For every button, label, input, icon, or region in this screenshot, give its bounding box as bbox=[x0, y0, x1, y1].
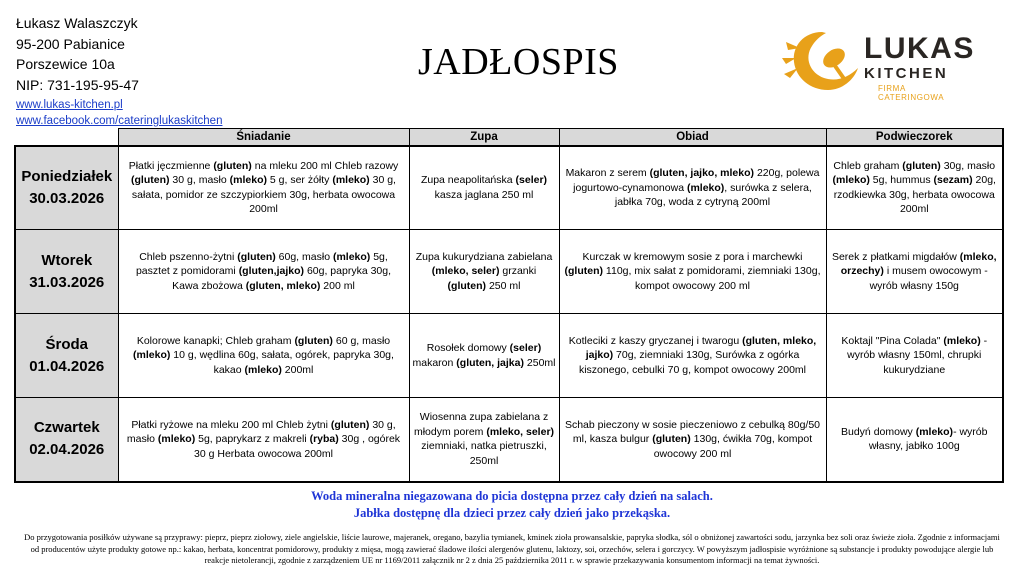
day-date: 30.03.2026 bbox=[29, 189, 105, 207]
column-header-breakfast: Śniadanie bbox=[118, 129, 409, 146]
snack-cell: Koktajl "Pina Colada" (mleko) - wyrób własny 150ml, chrupki kukurydziane bbox=[826, 314, 1003, 398]
dinner-cell: Kotleciki z kaszy gryczanej i twarogu (gluten, mleko, jajko) 70g, ziemniaki 130g, Surówka z ogórka kiszonego, cebulki 70 g, kompot owocowy 200ml bbox=[559, 314, 826, 398]
day-name: Wtorek bbox=[41, 251, 93, 269]
day-cell bbox=[15, 314, 118, 398]
day-name: Środa bbox=[45, 335, 88, 353]
dinner-cell: Makaron z serem (gluten, jajko, mleko) 220g, polewa jogurtowo-cynamonowa (mleko), surówka z selera, jabłka 70g, woda z cytryną 200ml bbox=[559, 146, 826, 230]
snack-cell: Serek z płatkami migdałów (mleko, orzechy) i musem owocowym - wyrób własny 150g bbox=[826, 230, 1003, 314]
table-row bbox=[15, 314, 1003, 398]
column-header-snack: Podwieczorek bbox=[826, 129, 1003, 146]
column-header-dinner: Obiad bbox=[559, 129, 826, 146]
table-row bbox=[15, 146, 1003, 230]
facebook-link[interactable]: www.facebook.com/cateringlukaskitchen bbox=[16, 115, 223, 127]
dinner-cell: Kurczak w kremowym sosie z pora i marchewki (gluten) 110g, mix sałat z pomidorami, ziemniaki 130g, kompot owocowy 200 ml bbox=[559, 230, 826, 314]
breakfast-cell: Chleb pszenno-żytni (gluten) 60g, masło (mleko) 5g, pasztet z pomidorami (gluten,jajko) 60g, papryka 30g, Kawa zbożowa (gluten, mleko) 200 ml bbox=[118, 230, 409, 314]
column-header-soup: Zupa bbox=[409, 129, 559, 146]
breakfast-cell: Płatki ryżowe na mleku 200 ml Chleb żytni (gluten) 30 g, masło (mleko) 5g, paprykarz z makreli (ryba) 30g , ogórek 30 g Herbata owocowa 200ml bbox=[118, 398, 409, 482]
breakfast-cell: Płatki jęczmienne (gluten) na mleku 200 ml Chleb razowy (gluten) 30 g, masło (mleko) 5 g, ser żółty (mleko) 30 g, sałata, pomidor ze szczypiorkiem 30g, herbata owocowa 200ml bbox=[118, 146, 409, 230]
day-date: 31.03.2026 bbox=[29, 273, 105, 291]
table-row bbox=[15, 230, 1003, 314]
table-row bbox=[15, 398, 1003, 482]
day-date: 02.04.2026 bbox=[29, 441, 105, 459]
apple-notice: Jabłka dostępnę dla dzieci przez cały dzień jako przekąska. bbox=[353, 506, 671, 520]
company-postal: 95-200 Pabianice bbox=[16, 35, 125, 52]
day-name: Poniedziałek bbox=[21, 167, 113, 185]
soup-cell: Wiosenna zupa zabielana z młodym porem (mleko, seler) ziemniaki, natka pietruszki, 250ml bbox=[409, 398, 559, 482]
day-date: 01.04.2026 bbox=[29, 357, 105, 375]
menu-table bbox=[14, 128, 1004, 483]
day-cell bbox=[15, 398, 118, 482]
logo-brand-top: LUKAS bbox=[864, 32, 975, 65]
allergen-disclaimer: Do przygotowania posiłków używane są przyprawy: pieprz, pieprz ziołowy, ziele angielskie, liście laurowe, majeranek, oregano, bazylia tymianek, kminek zioła prowansalskie, papryka słodka, sól o obniżonej zawartości sodu, jarzynka bez soli oraz świeże zioła. Zgodnie z informacjami od producentów użyte produkty gotowe np.: kakao, herbata, koncentrat pomidorowy, produkty z mięsa, mogą zawierać śladowe ilości alergenów glutenu, laktozy, soi, orzechów, selera i gorczycy. W powyższym jadłospisie wyróżnione są substancje i produkty powodujące alergie lub reakcje nietolerancji, zgodnie z zarządzeniem UE nr 1169/2011 załącznik nr 2 z dnia 25 października 2011 r. w sprawie przekazywania konsumentom informacji na temat żywności. bbox=[24, 532, 1000, 565]
logo-brand-bottom: KITCHEN bbox=[864, 65, 949, 82]
soup-cell: Zupa kukurydziana zabielana (mleko, seler) grzanki (gluten) 250 ml bbox=[409, 230, 559, 314]
day-cell bbox=[15, 230, 118, 314]
chef-logo-icon bbox=[782, 28, 862, 98]
day-cell bbox=[15, 146, 118, 230]
logo-tagline: FIRMA CATERINGOWA bbox=[878, 84, 945, 102]
website-link[interactable]: www.lukas-kitchen.pl bbox=[16, 99, 123, 111]
company-logo bbox=[782, 28, 975, 102]
soup-cell: Rosołek domowy (seler) makaron (gluten, jajka) 250ml bbox=[409, 314, 559, 398]
breakfast-cell: Kolorowe kanapki; Chleb graham (gluten) 60 g, masło (mleko) 10 g, wędlina 60g, sałata, ogórek, papryka 30g, kakao (mleko) 200ml bbox=[118, 314, 409, 398]
water-notice: Woda mineralna niegazowana do picia dostępna przez cały dzień na salach. bbox=[311, 489, 713, 503]
snack-cell: Budyń domowy (mleko)- wyrób własny, jabłko 100g bbox=[826, 398, 1003, 482]
table-header-row bbox=[15, 129, 1003, 146]
company-street: Porszewice 10a bbox=[16, 56, 115, 72]
company-name: Łukasz Walaszczyk bbox=[16, 15, 138, 31]
company-info bbox=[16, 13, 222, 129]
soup-cell: Zupa neapolitańska (seler) kasza jaglana 250 ml bbox=[409, 146, 559, 230]
header-corner bbox=[15, 129, 118, 146]
page-title: JADŁOSPIS bbox=[418, 41, 619, 83]
company-nip: NIP: 731-195-95-47 bbox=[16, 76, 139, 93]
dinner-cell: Schab pieczony w sosie pieczeniowo z cebulką 80g/50 ml, kasza bulgur (gluten) 130g, ćwikła 70g, kompot owocowy 200 ml bbox=[559, 398, 826, 482]
day-name: Czwartek bbox=[33, 419, 100, 437]
snack-cell: Chleb graham (gluten) 30g, masło (mleko) 5g, hummus (sezam) 20g, rzodkiewka 30g, herbata owocowa 200ml bbox=[826, 146, 1003, 230]
